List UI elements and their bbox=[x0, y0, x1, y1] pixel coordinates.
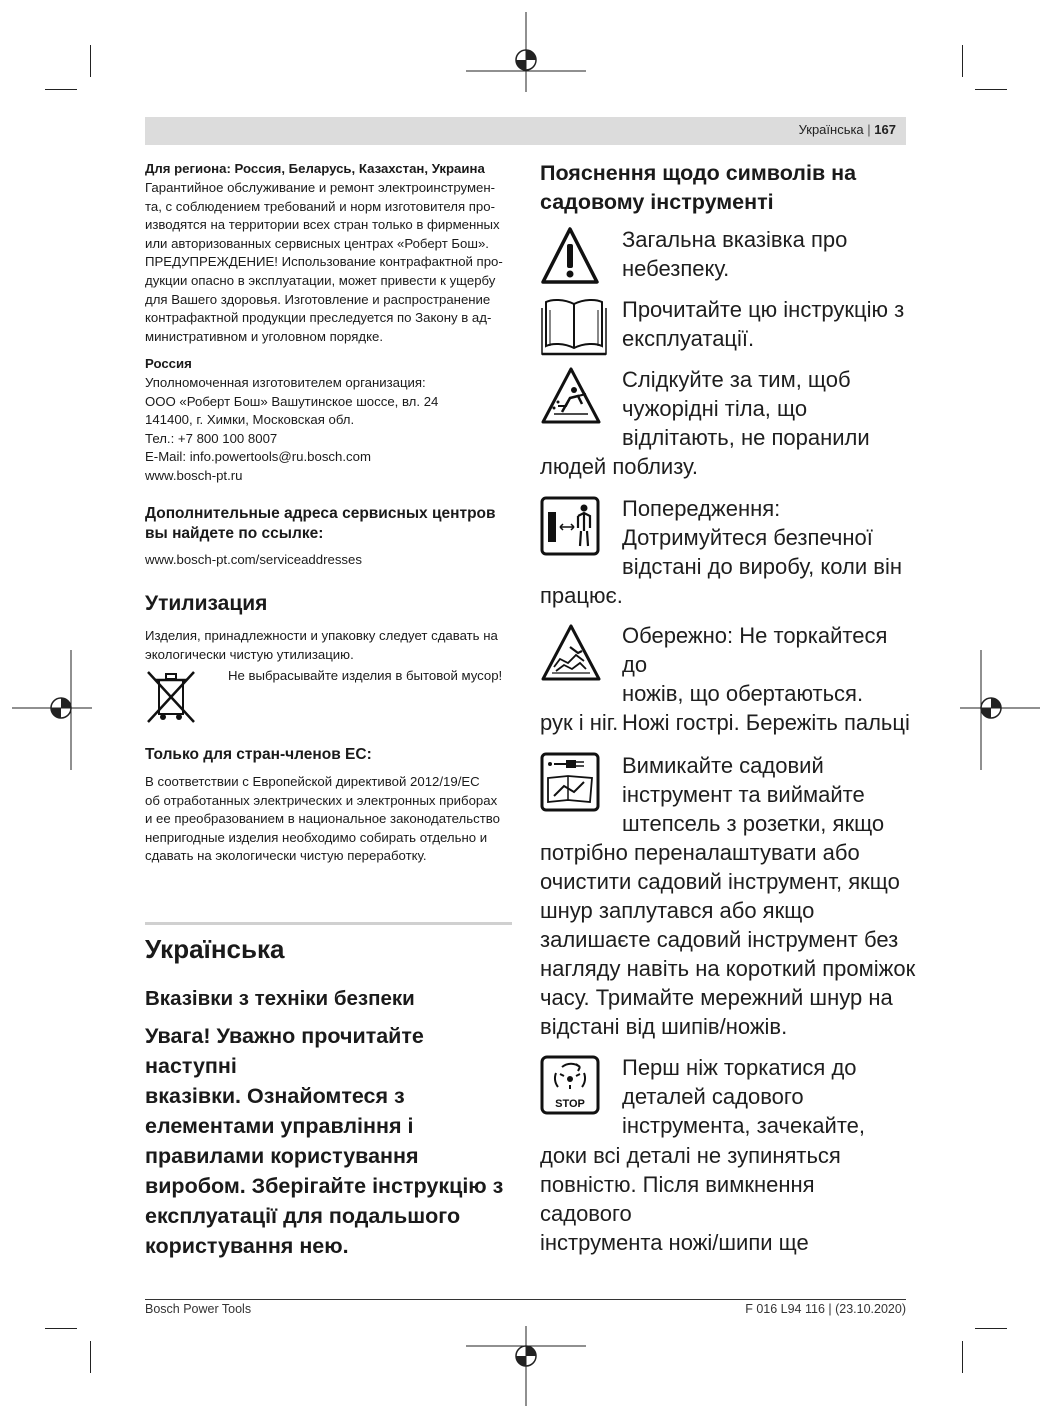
text-line: Тел.: +7 800 100 8007 bbox=[145, 430, 278, 446]
russia-contacts bbox=[145, 374, 515, 486]
region-heading: Для региона: Россия, Беларусь, Казахстан, Украина bbox=[145, 161, 485, 176]
language-section-title: Українська bbox=[145, 934, 285, 964]
eu-text: В соответствии с Европейской директивой 2012/19/EC об отработанных электрических и электронных приборах и ее преобразованием в национальное законодательство непригодные изделия необходимо собирать отдельно и сдавать на экологически чистую переработку. bbox=[145, 774, 500, 864]
crop-mark bbox=[962, 45, 963, 77]
safe-distance-icon bbox=[540, 496, 600, 556]
symbol-description-continued: потрібно переналаштувати або очистити садовий інструмент, якщо шнур заплутався або якщо залишаєте садовий інструмент без нагляду навіть на короткий проміжок часу. Тримайте мережний шнур на відстані від шипів/ножів. bbox=[540, 840, 916, 1039]
symbol-description: Прочитайте цю інструкцію з експлуатації. bbox=[622, 297, 905, 351]
text-line: Гарантийное обслуживание и ремонт электроинструмен- bbox=[145, 180, 496, 195]
safety-warning: Увага! Уважно прочитайте наступні вказівки. Ознайомтеся з елементами управління і правилами користування виробом. Зберігайте інструкцію з експлуатації для подальшого користування нею. bbox=[145, 1024, 504, 1258]
eu-heading: Только для стран-членов ЕС: bbox=[145, 746, 372, 763]
text-line: дукции опасно в эксплуатации, может привести к ущербу bbox=[145, 272, 496, 288]
crop-mark bbox=[975, 1328, 1007, 1329]
text-line: 141400, г. Химки, Московская обл. bbox=[145, 412, 355, 428]
symbol-description-continued: працює. bbox=[540, 583, 623, 608]
text-line: или авторизованных сервисных центрах «Роберт Бош». bbox=[145, 235, 489, 251]
header-language: Українська bbox=[798, 122, 864, 137]
text-line: ПРЕДУПРЕЖДЕНИЕ! Использование контрафактной про- bbox=[145, 254, 503, 270]
crop-mark bbox=[90, 45, 91, 77]
disposal-bin-text: Не выбрасывайте изделия в бытовой мусор! bbox=[228, 668, 503, 683]
website-link[interactable]: www.bosch-pt.ru bbox=[145, 467, 243, 483]
service-link[interactable]: www.bosch-pt.com/serviceaddresses bbox=[145, 552, 362, 567]
disposal-heading: Утилизация bbox=[145, 592, 268, 615]
registration-mark-top bbox=[466, 12, 586, 92]
symbol-description: Слідкуйте за тим, щоб чужорідні тіла, що відлітають, не поранили bbox=[622, 367, 870, 450]
text-line: контрафактной продукции преследуется по Закону в ад- bbox=[145, 310, 492, 326]
crop-mark bbox=[45, 89, 77, 90]
russia-heading: Россия bbox=[145, 356, 192, 371]
stop-label: STOP bbox=[555, 1098, 585, 1110]
read-manual-book-icon bbox=[540, 296, 608, 358]
symbol-description: Обережно: Не торкайтеся до ножів, що обертаються. Ножі гострі. Бережіть пальці bbox=[622, 623, 910, 735]
footer-rule bbox=[145, 1299, 906, 1300]
rotating-blades-icon bbox=[540, 623, 602, 683]
crop-mark bbox=[90, 1341, 91, 1373]
text-line: Уполномоченная изготовителем организация: bbox=[145, 375, 426, 390]
page-number: 167 bbox=[874, 122, 896, 137]
safety-heading: Вказівки з техніки безпеки bbox=[145, 987, 415, 1010]
symbol-description: Загальна вказівка про небезпеку. bbox=[622, 227, 848, 281]
registration-mark-bottom bbox=[466, 1326, 586, 1406]
warning-triangle-icon bbox=[540, 226, 600, 286]
text-line: изводятся на территории всех стран только в фирменных bbox=[145, 217, 500, 233]
page-header: Українська | 167 bbox=[145, 117, 906, 145]
text-line: ООО «Роберт Бош» Вашутинское шоссе, вл. 24 bbox=[145, 393, 439, 409]
registration-mark-right bbox=[960, 650, 1040, 770]
crop-mark bbox=[45, 1328, 77, 1329]
email-link[interactable]: E-Mail: info.powertools@ru.bosch.com bbox=[145, 449, 371, 465]
text-line: для Вашего здоровья. Изготовление и распространение bbox=[145, 291, 491, 307]
crossed-bin-icon bbox=[146, 668, 198, 726]
text-line: та, с соблюдением требований и норм изготовителя про- bbox=[145, 198, 495, 214]
footer-brand: Bosch Power Tools bbox=[145, 1302, 252, 1316]
symbol-description: Вимикайте садовий інструмент та виймайте штепсель з розетки, якщо bbox=[622, 753, 885, 836]
crop-mark bbox=[962, 1341, 963, 1373]
footer-docnumber: F 016 L94 116 | (23.10.2020) bbox=[745, 1302, 906, 1316]
symbol-description: Попередження: Дотримуйтеся безпечної відстані до виробу, коли він bbox=[622, 496, 902, 579]
disposal-text: Изделия, принадлежности и упаковку следует сдавать на экологически чистую утилизацию. bbox=[145, 628, 498, 662]
section-divider bbox=[145, 922, 512, 925]
unplug-before-maintenance-icon bbox=[540, 752, 600, 812]
symbol-description-continued: рук і ніг. bbox=[540, 710, 619, 735]
registration-mark-left bbox=[12, 650, 92, 770]
crop-mark bbox=[975, 89, 1007, 90]
service-heading: Дополнительные адреса сервисных центров вы найдете по ссылке: bbox=[145, 505, 496, 542]
text-line: министративном и уголовном порядке. bbox=[145, 328, 383, 344]
thrown-objects-icon bbox=[540, 366, 602, 426]
symbol-description-continued: доки всі деталі не зупиняться повністю. Після вимкнення садового інструмента ножі/шипи ще bbox=[540, 1143, 841, 1255]
symbol-description-continued: людей поблизу. bbox=[540, 454, 698, 479]
symbol-description: Перш ніж торкатися до деталей садового інструмента, зачекайте, bbox=[622, 1055, 865, 1138]
wait-until-stopped-icon bbox=[540, 1055, 600, 1115]
symbols-title: Пояснення щодо символів на садовому інструменті bbox=[540, 161, 857, 214]
region-text bbox=[145, 179, 515, 346]
